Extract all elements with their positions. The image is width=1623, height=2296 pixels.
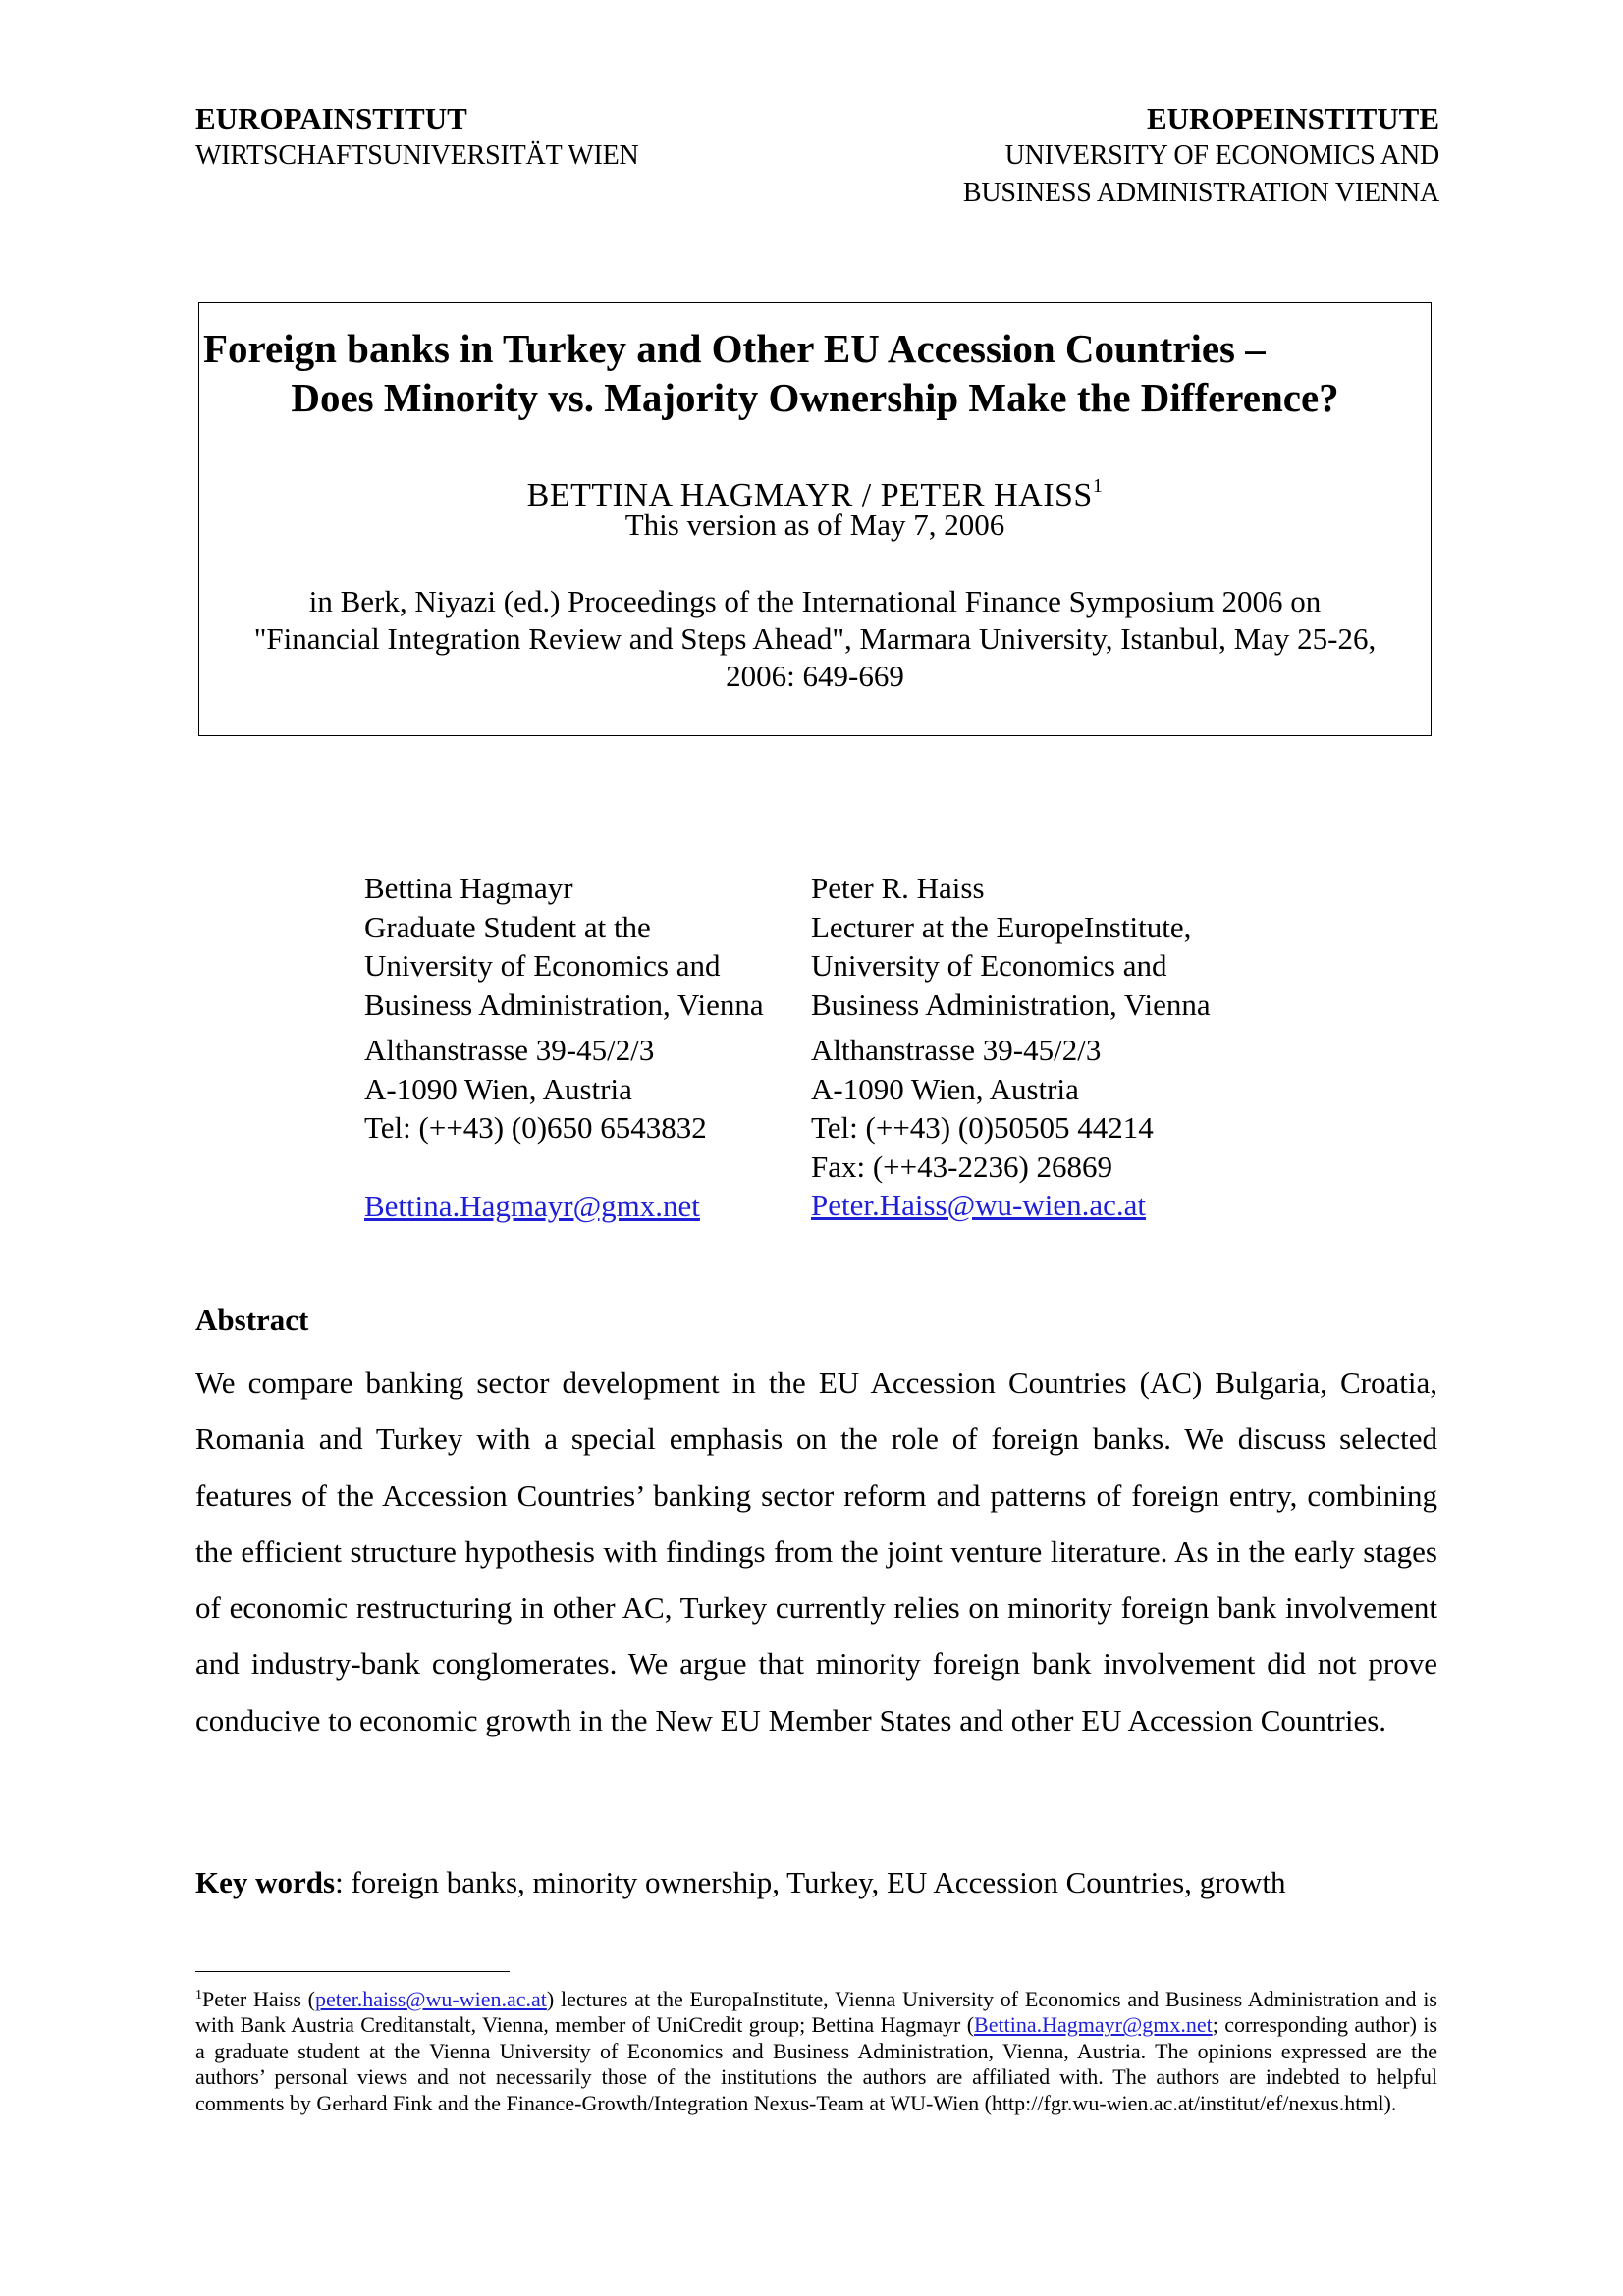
author-role-line2: University of Economics and	[364, 948, 721, 983]
footnote-text-part3: ; corresponding author) is a graduate student at the Vienna University of Economics and Business Administration, Vienna, Austria. The opinions expressed are the authors’ personal views and not necessarily those of the institutions the authors are affiliated with. The authors are indebted to helpful comments by Gerhard Fink and the Finance-Growth/Integration Nexus-Team at WU-Wien (http://fgr.wu-wien.ac.at/institut/ef/nexus.html).	[195, 2012, 1438, 2115]
version-date: This version as of May 7, 2006	[624, 507, 1005, 542]
footnote-email-link-haiss[interactable]: peter.haiss@wu-wien.ac.at	[315, 1987, 547, 2011]
keywords-label: Key words	[195, 1865, 336, 1899]
author-info-right	[811, 869, 1211, 1225]
footnote-text-part2: ) lectures at the EuropaInstitute, Vienna University of Economics and Business Administration and is with Bank Austria Creditanstalt, Vienna, member of UniCredit group; Bettina Hagmayr (	[195, 1987, 1437, 2038]
institute-name-german: EUROPAINSTITUT	[195, 101, 467, 135]
author-street: Althanstrasse 39-45/2/3	[364, 1033, 655, 1067]
citation-line3: 2006: 649-669	[726, 659, 904, 693]
author-fax: Fax: (++43-2236) 26869	[811, 1148, 1113, 1184]
author-role-line2: University of Economics and	[811, 948, 1167, 983]
author-role-line1: Lecturer at the EuropeInstitute,	[811, 909, 1192, 944]
author-email-link[interactable]: Peter.Haiss@wu-wien.ac.at	[811, 1188, 1147, 1222]
university-name-german: WIRTSCHAFTSUNIVERSITÄT WIEN	[195, 140, 639, 171]
author-tel: Tel: (++43) (0)650 6543832	[364, 1110, 707, 1145]
university-name-english-line2: BUSINESS ADMINISTRATION VIENNA	[962, 178, 1439, 208]
paper-title-line2: Does Minority vs. Majority Ownership Make the Difference?	[291, 375, 1339, 420]
header-right	[963, 100, 1439, 212]
abstract-text: We compare banking sector development in the EU Accession Countries (AC) Bulgaria, Croatia, Romania and Turkey with a special emphasis on the role of foreign banks. We discuss selected features of the Accession Countries’ banking sector reform and patterns of foreign entry, combining the efficient structure hypothesis with findings from the joint venture literature. As in the early stages of economic restructuring in other AC, Turkey currently relies on minority foreign bank involvement and industry-bank conglomerates. We argue that minority foreign bank involvement did not prove conducive to economic growth in the New EU Member States and other EU Accession Countries.	[195, 1365, 1437, 1737]
footnote-email-link-hagmayr[interactable]: Bettina.Hagmayr@gmx.net	[974, 2012, 1213, 2038]
footnote-mark: 1	[1092, 475, 1104, 497]
footnote-separator	[195, 1971, 510, 1972]
footnote	[195, 1983, 1437, 2116]
header-left	[195, 100, 639, 175]
author-role-line3: Business Administration, Vienna	[364, 987, 764, 1022]
author-city: A-1090 Wien, Austria	[364, 1071, 632, 1106]
keywords	[195, 1865, 1285, 1900]
author-city: A-1090 Wien, Austria	[811, 1071, 1079, 1106]
title-box	[198, 302, 1432, 736]
keywords-text: : foreign banks, minority ownership, Turkey, EU Accession Countries, growth	[335, 1865, 1286, 1899]
paper-title-line1: Foreign banks in Turkey and Other EU Accession Countries –	[203, 326, 1266, 371]
footnote-text-part1: Peter Haiss (	[202, 1987, 315, 2011]
author-role-line1: Graduate Student at the	[364, 909, 651, 944]
author-street: Althanstrasse 39-45/2/3	[811, 1033, 1102, 1067]
university-name-english-line1: UNIVERSITY OF ECONOMICS AND	[1004, 140, 1439, 171]
citation-line2: "Financial Integration Review and Steps Ahead", Marmara University, Istanbul, May 25-26,	[253, 621, 1377, 656]
author-email-link[interactable]: Bettina.Hagmayr@gmx.net	[364, 1188, 700, 1223]
author-info-left	[364, 869, 764, 1225]
author-name: Bettina Hagmayr	[364, 871, 573, 905]
citation-line1: in Berk, Niyazi (ed.) Proceedings of the International Finance Symposium 2006 on	[308, 584, 1322, 618]
institute-name-english: EUROPEINSTITUTE	[1146, 101, 1439, 135]
author-role-line3: Business Administration, Vienna	[811, 987, 1211, 1022]
abstract-heading: Abstract	[195, 1303, 309, 1337]
author-names-text: BETTINA HAGMAYR / PETER HAISS	[526, 477, 1093, 513]
author-tel: Tel: (++43) (0)50505 44214	[811, 1110, 1154, 1145]
footnote-mark: 1	[195, 1988, 202, 2002]
author-name: Peter R. Haiss	[811, 871, 985, 905]
abstract-body	[195, 1355, 1437, 1748]
